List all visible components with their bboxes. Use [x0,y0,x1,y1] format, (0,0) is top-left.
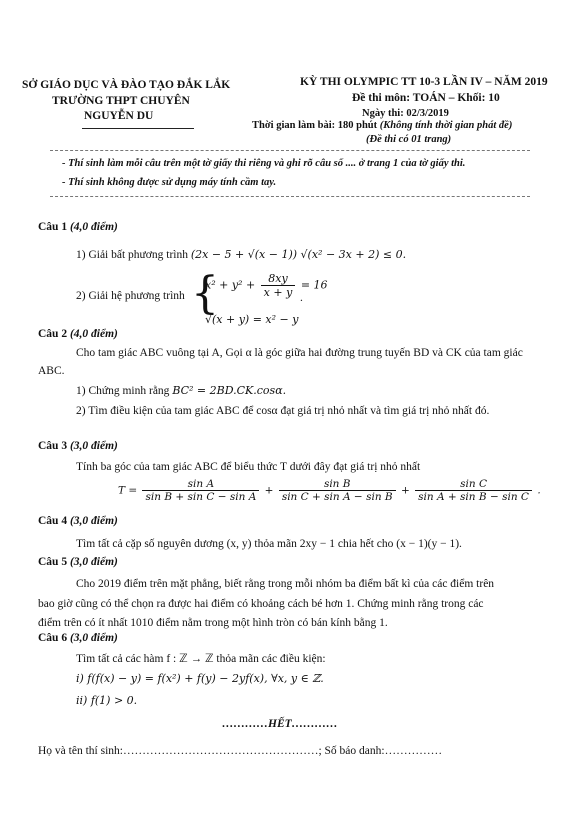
q3-f2-numerator: sin B [279,478,396,491]
q2-part2: 2) Tìm điều kiện của tam giác ABC để cosα đạt giá trị nhỏ nhất và tìm giá trị nhỏ nhất đó. [76,405,490,417]
q1-part1 [76,248,406,261]
q3-plus-2: + [400,484,410,497]
q2-heading [38,328,118,340]
exam-date: Ngày thi: 02/3/2019 [362,108,449,119]
note-2: - Thí sinh không được sử dụng máy tính cầm tay. [62,177,277,188]
q5-points: (3,0 điểm) [69,556,118,568]
notes-bottom-divider [50,196,530,197]
q3-f2-denominator: sin C + sin A − sin B [281,491,393,503]
q4-points: (3,0 điểm) [69,515,118,527]
q1-eq2: √(x + y) = x² − y [205,313,299,326]
q6-condition-2: ii) f(1) > 0. [76,694,138,707]
q3-f3-numerator: sin C [415,478,532,491]
q1-points: (4,0 điểm) [69,221,118,233]
q3-f1-numerator: sin A [142,478,259,491]
q5-line-2: bao giờ cũng có thể chọn ra được hai điểm có khoảng cách bé hơn 1. Chứng minh rằng trong các [38,598,484,610]
duration-label: Thời gian làm bài: 180 phút [252,120,378,131]
q4-heading [38,515,118,527]
q3-points: (3,0 điểm) [69,440,118,452]
q5-line-3: điểm trên có ít nhất 1010 điểm nằm trong một hình tròn có bán kính bằng 1. [38,617,388,629]
exam-subject: Đề thi môn: TOÁN – Khối: 10 [352,92,500,104]
q5-title: Câu 5 [38,556,68,568]
q2-points: (4,0 điểm) [69,328,118,340]
note-1: - Thí sinh làm mỗi câu trên một tờ giấy thi riêng và ghi rõ câu số .... ở trang 1 của tờ giấy thi. [62,158,466,169]
q6-points: (3,0 điểm) [69,632,118,644]
q1-eq1 [205,272,328,299]
q6-heading [38,632,118,644]
q2-part1 [76,384,286,397]
q2-title: Câu 2 [38,328,68,340]
exam-title: KỲ THI OLYMPIC TT 10-3 LẦN IV – NĂM 2019 [300,76,548,88]
q1-eq1-right: = 16 [300,278,328,292]
q1-title: Câu 1 [38,221,68,233]
q6-title: Câu 6 [38,632,68,644]
school-name-line1: TRƯỜNG THPT CHUYÊN [52,95,190,107]
q2-statement: Cho tam giác ABC vuông tại A, Gọi α là góc giữa hai đường trung tuyến BD và CK của tam giác ABC. [38,347,523,377]
q6-condition-1: i) f(f(x) − y) = f(x²) + f(y) − 2yf(x), ∀x, y ∈ ℤ. [76,672,324,685]
q3-fraction-2 [279,478,396,503]
q1-eq1-denominator: x + y [263,286,293,299]
q5-heading [38,556,118,568]
q1-eq1-left: x² + y² + [205,278,256,292]
q3-plus-1: + [264,484,274,497]
q3-f3-denominator: sin A + sin B − sin C [418,491,529,503]
department-name: SỞ GIÁO DỤC VÀ ĐÀO TẠO ĐẮK LẮK [22,79,231,91]
q4-title: Câu 4 [38,515,68,527]
q2-part1-label: 1) Chứng minh rằng [76,385,170,397]
q3-title: Câu 3 [38,440,68,452]
duration-note: (Không tính thời gian phát đề) [379,120,513,131]
q3-fraction-3 [415,478,532,503]
q1-heading [38,221,118,233]
q1-eq1-numerator: 8xy [261,272,296,286]
school-name-line2: NGUYỄN DU [84,110,154,122]
q3-T: T = [118,484,138,497]
q3-end: . [537,484,541,497]
q4-statement: Tìm tất cả cặp số nguyên dương (x, y) thỏa mãn 2xy − 1 chia hết cho (x − 1)(y − 1). [76,538,462,550]
q3-fraction-1 [142,478,259,503]
candidate-info-line: Họ và tên thí sinh:……………………………………………; Số báo danh:…………… [38,745,443,757]
q1-system-end: . [300,292,303,304]
q1-part2-label: 2) Giải hệ phương trình [76,290,185,302]
end-mark: …………HẾT………… [222,718,338,730]
q1-eq1-fraction [261,272,296,299]
exam-duration [252,120,512,131]
system-brace: { [191,268,219,319]
header-underline [82,128,194,129]
q3-statement: Tính ba góc của tam giác ABC để biểu thức T dưới đây đạt giá trị nhỏ nhất [76,461,421,473]
q3-heading [38,440,118,452]
q1-part1-label: 1) Giải bất phương trình [76,249,188,261]
q2-part1-formula: BC² = 2BD.CK.cosα. [172,384,287,397]
q6-statement: Tìm tất cả các hàm f : ℤ → ℤ thỏa mãn các điều kiện: [76,653,326,665]
page-count: (Đề thi có 01 trang) [366,134,452,145]
q5-line-1: Cho 2019 điểm trên mặt phẳng, biết rằng trong mỗi nhóm ba điểm bất kì của các điểm trên [76,578,495,590]
q3-expression [118,478,541,503]
q3-f1-denominator: sin B + sin C − sin A [145,491,257,503]
q1-inequality: (2x − 5 + √(x − 1)) √(x² − 3x + 2) ≤ 0. [190,248,407,261]
notes-top-divider [50,150,530,151]
